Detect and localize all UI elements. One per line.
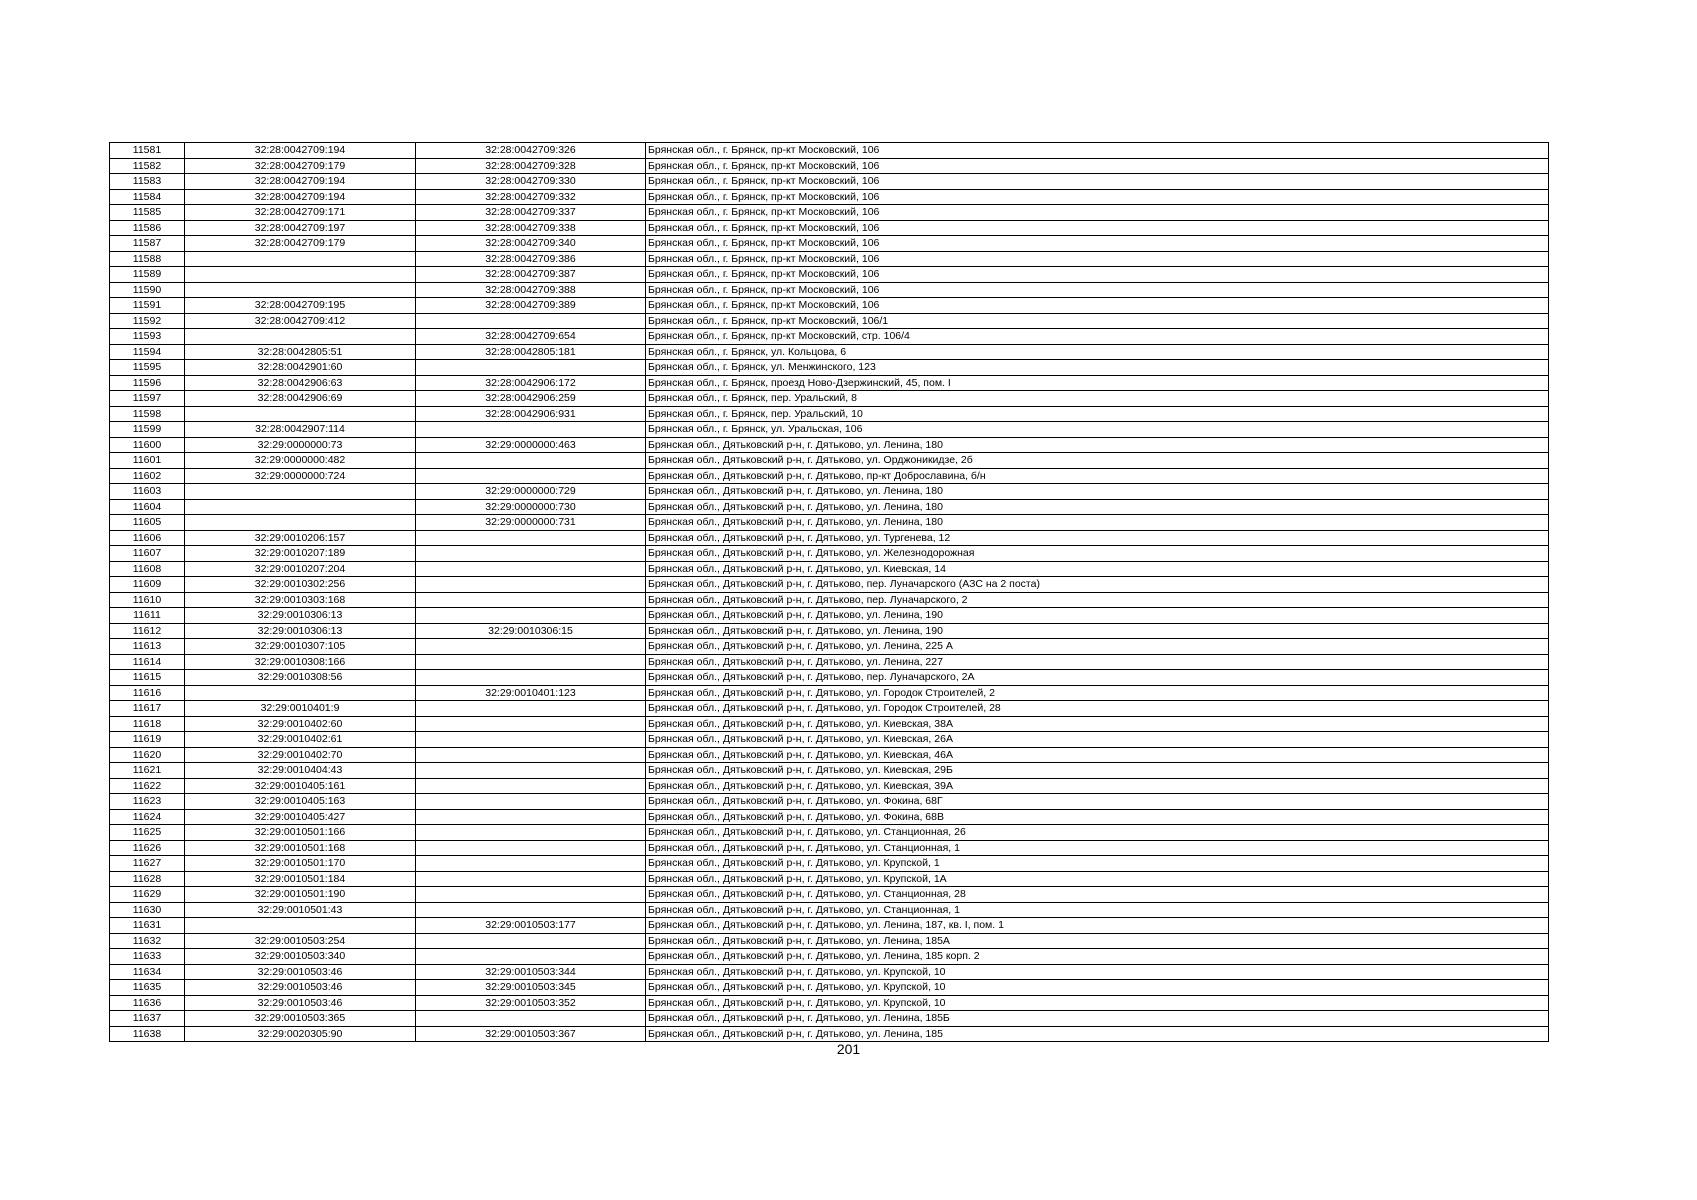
row-number-cell: 11627 [110, 856, 185, 872]
address-cell: Брянская обл., г. Брянск, пр-кт Московский, 106 [646, 236, 1549, 252]
cadastral-number-cell: 32:29:0010206:157 [185, 530, 416, 546]
building-cadastral-number-cell: 32:28:0042906:172 [416, 375, 646, 391]
row-number-cell: 11589 [110, 267, 185, 283]
address-cell: Брянская обл., г. Брянск, пр-кт Московский, 106 [646, 282, 1549, 298]
address-cell: Брянская обл., Дятьковский р-н, г. Дятьково, ул. Орджоникидзе, 2б [646, 453, 1549, 469]
row-number-cell: 11590 [110, 282, 185, 298]
table-row [110, 329, 1549, 345]
cadastral-number-cell: 32:28:0042709:194 [185, 174, 416, 190]
table-row [110, 778, 1549, 794]
address-cell: Брянская обл., Дятьковский р-н, г. Дятьково, ул. Ленина, 190 [646, 623, 1549, 639]
address-cell: Брянская обл., Дятьковский р-н, г. Дятьково, ул. Ленина, 227 [646, 654, 1549, 670]
building-cadastral-number-cell [416, 577, 646, 593]
row-number-cell: 11616 [110, 685, 185, 701]
row-number-cell: 11610 [110, 592, 185, 608]
cadastral-number-cell: 32:29:0010501:190 [185, 887, 416, 903]
row-number-cell: 11587 [110, 236, 185, 252]
table-row [110, 484, 1549, 500]
building-cadastral-number-cell: 32:29:0000000:730 [416, 499, 646, 515]
cadastral-number-cell: 32:28:0042709:171 [185, 205, 416, 221]
table-row [110, 220, 1549, 236]
address-cell: Брянская обл., Дятьковский р-н, г. Дятьково, ул. Фокина, 68В [646, 809, 1549, 825]
table-row [110, 747, 1549, 763]
building-cadastral-number-cell: 32:29:0000000:729 [416, 484, 646, 500]
cadastral-number-cell: 32:29:0010405:161 [185, 778, 416, 794]
table-row [110, 980, 1549, 996]
address-cell: Брянская обл., Дятьковский р-н, г. Дятьково, ул. Киевская, 39А [646, 778, 1549, 794]
table-row [110, 871, 1549, 887]
address-cell: Брянская обл., г. Брянск, ул. Менжинского, 123 [646, 360, 1549, 376]
building-cadastral-number-cell [416, 887, 646, 903]
building-cadastral-number-cell: 32:28:0042709:386 [416, 251, 646, 267]
cadastral-number-cell [185, 918, 416, 934]
address-cell: Брянская обл., Дятьковский р-н, г. Дятьково, ул. Станционная, 28 [646, 887, 1549, 903]
table-row [110, 499, 1549, 515]
address-cell: Брянская обл., Дятьковский р-н, г. Дятьково, ул. Крупской, 10 [646, 995, 1549, 1011]
cadastral-number-cell: 32:28:0042907:114 [185, 422, 416, 438]
address-cell: Брянская обл., Дятьковский р-н, г. Дятьково, ул. Станционная, 26 [646, 825, 1549, 841]
building-cadastral-number-cell: 32:28:0042709:337 [416, 205, 646, 221]
building-cadastral-number-cell: 32:29:0010401:123 [416, 685, 646, 701]
address-cell: Брянская обл., Дятьковский р-н, г. Дятьково, пер. Луначарского, 2А [646, 670, 1549, 686]
cadastral-number-cell [185, 515, 416, 531]
cadastral-number-cell: 32:28:0042709:194 [185, 143, 416, 159]
row-number-cell: 11602 [110, 468, 185, 484]
building-cadastral-number-cell: 32:29:0010503:345 [416, 980, 646, 996]
row-number-cell: 11626 [110, 840, 185, 856]
row-number-cell: 11591 [110, 298, 185, 314]
building-cadastral-number-cell: 32:29:0010503:344 [416, 964, 646, 980]
table-row [110, 205, 1549, 221]
table-row [110, 701, 1549, 717]
address-cell: Брянская обл., Дятьковский р-н, г. Дятьково, ул. Ленина, 185А [646, 933, 1549, 949]
address-cell: Брянская обл., г. Брянск, ул. Уральская, 106 [646, 422, 1549, 438]
building-cadastral-number-cell [416, 732, 646, 748]
table-row [110, 902, 1549, 918]
cadastral-number-cell: 32:29:0010501:170 [185, 856, 416, 872]
building-cadastral-number-cell: 32:28:0042805:181 [416, 344, 646, 360]
address-cell: Брянская обл., Дятьковский р-н, г. Дятьково, ул. Станционная, 1 [646, 840, 1549, 856]
cadastral-number-cell: 32:29:0010303:168 [185, 592, 416, 608]
row-number-cell: 11608 [110, 561, 185, 577]
building-cadastral-number-cell: 32:28:0042709:338 [416, 220, 646, 236]
row-number-cell: 11631 [110, 918, 185, 934]
row-number-cell: 11585 [110, 205, 185, 221]
table-row [110, 422, 1549, 438]
table-row [110, 251, 1549, 267]
building-cadastral-number-cell [416, 422, 646, 438]
row-number-cell: 11594 [110, 344, 185, 360]
address-cell: Брянская обл., Дятьковский р-н, г. Дятьково, ул. Ленина, 180 [646, 484, 1549, 500]
table-row [110, 809, 1549, 825]
table-row [110, 825, 1549, 841]
table-row [110, 267, 1549, 283]
cadastral-number-cell: 32:28:0042906:69 [185, 391, 416, 407]
address-cell: Брянская обл., Дятьковский р-н, г. Дятьково, ул. Городок Строителей, 2 [646, 685, 1549, 701]
cadastral-number-cell: 32:29:0010207:204 [185, 561, 416, 577]
building-cadastral-number-cell [416, 794, 646, 810]
table-row [110, 1011, 1549, 1027]
row-number-cell: 11634 [110, 964, 185, 980]
table-row [110, 592, 1549, 608]
table-row [110, 437, 1549, 453]
cadastral-number-cell: 32:29:0010402:60 [185, 716, 416, 732]
table-row [110, 189, 1549, 205]
table-row [110, 732, 1549, 748]
table-row [110, 282, 1549, 298]
building-cadastral-number-cell [416, 902, 646, 918]
building-cadastral-number-cell [416, 763, 646, 779]
cadastral-number-cell: 32:29:0010207:189 [185, 546, 416, 562]
cadastral-number-cell: 32:29:0010308:166 [185, 654, 416, 670]
row-number-cell: 11595 [110, 360, 185, 376]
building-cadastral-number-cell: 32:28:0042709:387 [416, 267, 646, 283]
address-cell: Брянская обл., Дятьковский р-н, г. Дятьково, ул. Киевская, 26А [646, 732, 1549, 748]
cadastral-number-cell: 32:29:0010501:168 [185, 840, 416, 856]
building-cadastral-number-cell [416, 608, 646, 624]
building-cadastral-number-cell [416, 949, 646, 965]
cadastral-number-cell [185, 484, 416, 500]
building-cadastral-number-cell [416, 840, 646, 856]
address-cell: Брянская обл., Дятьковский р-н, г. Дятьково, ул. Ленина, 180 [646, 437, 1549, 453]
row-number-cell: 11596 [110, 375, 185, 391]
building-cadastral-number-cell [416, 639, 646, 655]
building-cadastral-number-cell [416, 1011, 646, 1027]
cadastral-number-cell [185, 499, 416, 515]
building-cadastral-number-cell: 32:29:0010503:177 [416, 918, 646, 934]
table-row [110, 918, 1549, 934]
address-cell: Брянская обл., г. Брянск, пр-кт Московский, 106 [646, 189, 1549, 205]
building-cadastral-number-cell: 32:29:0010503:352 [416, 995, 646, 1011]
building-cadastral-number-cell [416, 825, 646, 841]
building-cadastral-number-cell: 32:29:0010503:367 [416, 1026, 646, 1042]
row-number-cell: 11636 [110, 995, 185, 1011]
table-row [110, 995, 1549, 1011]
row-number-cell: 11621 [110, 763, 185, 779]
row-number-cell: 11622 [110, 778, 185, 794]
cadastral-number-cell: 32:29:0000000:482 [185, 453, 416, 469]
cadastral-number-cell: 32:29:0010402:70 [185, 747, 416, 763]
building-cadastral-number-cell [416, 933, 646, 949]
table-row [110, 391, 1549, 407]
cadastral-number-cell: 32:28:0042805:51 [185, 344, 416, 360]
cadastral-number-cell: 32:29:0010503:365 [185, 1011, 416, 1027]
building-cadastral-number-cell [416, 701, 646, 717]
row-number-cell: 11592 [110, 313, 185, 329]
address-cell: Брянская обл., г. Брянск, пр-кт Московский, 106 [646, 143, 1549, 159]
address-cell: Брянская обл., Дятьковский р-н, г. Дятьково, ул. Киевская, 46А [646, 747, 1549, 763]
building-cadastral-number-cell [416, 468, 646, 484]
table-row [110, 887, 1549, 903]
building-cadastral-number-cell [416, 856, 646, 872]
row-number-cell: 11620 [110, 747, 185, 763]
cadastral-number-cell: 32:28:0042709:195 [185, 298, 416, 314]
address-cell: Брянская обл., Дятьковский р-н, г. Дятьково, ул. Киевская, 29Б [646, 763, 1549, 779]
address-cell: Брянская обл., г. Брянск, пр-кт Московский, 106 [646, 267, 1549, 283]
table-row [110, 840, 1549, 856]
table-row [110, 406, 1549, 422]
row-number-cell: 11637 [110, 1011, 185, 1027]
address-cell: Брянская обл., Дятьковский р-н, г. Дятьково, ул. Ленина, 180 [646, 499, 1549, 515]
row-number-cell: 11624 [110, 809, 185, 825]
row-number-cell: 11582 [110, 158, 185, 174]
address-cell: Брянская обл., Дятьковский р-н, г. Дятьково, ул. Крупской, 10 [646, 980, 1549, 996]
address-cell: Брянская обл., Дятьковский р-н, г. Дятьково, ул. Крупской, 1 [646, 856, 1549, 872]
cadastral-number-cell: 32:29:0020305:90 [185, 1026, 416, 1042]
cadastral-number-cell: 32:29:0010405:427 [185, 809, 416, 825]
cadastral-number-cell [185, 267, 416, 283]
address-cell: Брянская обл., г. Брянск, ул. Кольцова, 6 [646, 344, 1549, 360]
cadastral-number-cell: 32:29:0000000:73 [185, 437, 416, 453]
cadastral-number-cell: 32:28:0042906:63 [185, 375, 416, 391]
address-cell: Брянская обл., Дятьковский р-н, г. Дятьково, ул. Киевская, 14 [646, 561, 1549, 577]
table-row [110, 933, 1549, 949]
address-cell: Брянская обл., Дятьковский р-н, г. Дятьково, ул. Железнодорожная [646, 546, 1549, 562]
address-cell: Брянская обл., Дятьковский р-н, г. Дятьково, ул. Фокина, 68Г [646, 794, 1549, 810]
address-cell: Брянская обл., Дятьковский р-н, г. Дятьково, ул. Ленина, 185Б [646, 1011, 1549, 1027]
cadastral-number-cell: 32:28:0042709:179 [185, 236, 416, 252]
cadastral-number-cell: 32:28:0042901:60 [185, 360, 416, 376]
row-number-cell: 11599 [110, 422, 185, 438]
table-row [110, 949, 1549, 965]
cadastral-number-cell: 32:29:0010402:61 [185, 732, 416, 748]
building-cadastral-number-cell: 32:28:0042709:388 [416, 282, 646, 298]
table-row [110, 298, 1549, 314]
address-cell: Брянская обл., г. Брянск, пр-кт Московский, 106/1 [646, 313, 1549, 329]
address-cell: Брянская обл., Дятьковский р-н, г. Дятьково, пер. Луначарского (АЗС на 2 поста) [646, 577, 1549, 593]
building-cadastral-number-cell [416, 778, 646, 794]
row-number-cell: 11588 [110, 251, 185, 267]
building-cadastral-number-cell: 32:29:0000000:731 [416, 515, 646, 531]
cadastral-number-cell: 32:29:0010501:184 [185, 871, 416, 887]
cadastral-number-cell [185, 685, 416, 701]
address-cell: Брянская обл., Дятьковский р-н, г. Дятьково, ул. Станционная, 1 [646, 902, 1549, 918]
address-cell: Брянская обл., Дятьковский р-н, г. Дятьково, ул. Ленина, 187, кв. I, пом. 1 [646, 918, 1549, 934]
building-cadastral-number-cell: 32:28:0042709:340 [416, 236, 646, 252]
cadastral-number-cell [185, 251, 416, 267]
table-row [110, 716, 1549, 732]
row-number-cell: 11584 [110, 189, 185, 205]
row-number-cell: 11619 [110, 732, 185, 748]
table-row [110, 794, 1549, 810]
address-cell: Брянская обл., Дятьковский р-н, г. Дятьково, ул. Ленина, 185 корп. 2 [646, 949, 1549, 965]
row-number-cell: 11628 [110, 871, 185, 887]
row-number-cell: 11601 [110, 453, 185, 469]
cadastral-number-cell: 32:29:0010503:46 [185, 964, 416, 980]
table-row [110, 561, 1549, 577]
row-number-cell: 11581 [110, 143, 185, 159]
row-number-cell: 11593 [110, 329, 185, 345]
building-cadastral-number-cell: 32:29:0010306:15 [416, 623, 646, 639]
building-cadastral-number-cell: 32:28:0042709:328 [416, 158, 646, 174]
table-row [110, 453, 1549, 469]
table-row [110, 654, 1549, 670]
table-row [110, 236, 1549, 252]
row-number-cell: 11600 [110, 437, 185, 453]
row-number-cell: 11630 [110, 902, 185, 918]
row-number-cell: 11629 [110, 887, 185, 903]
table-row [110, 763, 1549, 779]
cadastral-number-cell: 32:29:0010405:163 [185, 794, 416, 810]
address-cell: Брянская обл., г. Брянск, пр-кт Московский, 106 [646, 251, 1549, 267]
table-row [110, 623, 1549, 639]
row-number-cell: 11607 [110, 546, 185, 562]
building-cadastral-number-cell [416, 747, 646, 763]
cadastral-number-cell: 32:29:0010306:13 [185, 623, 416, 639]
row-number-cell: 11603 [110, 484, 185, 500]
cadastral-number-cell: 32:29:0010501:43 [185, 902, 416, 918]
building-cadastral-number-cell [416, 716, 646, 732]
address-cell: Брянская обл., Дятьковский р-н, г. Дятьково, ул. Ленина, 185 [646, 1026, 1549, 1042]
cadastral-number-cell: 32:29:0010503:340 [185, 949, 416, 965]
row-number-cell: 11613 [110, 639, 185, 655]
row-number-cell: 11611 [110, 608, 185, 624]
table-row [110, 468, 1549, 484]
building-cadastral-number-cell: 32:28:0042709:389 [416, 298, 646, 314]
building-cadastral-number-cell [416, 592, 646, 608]
table-row [110, 515, 1549, 531]
table-row [110, 546, 1549, 562]
table-row [110, 685, 1549, 701]
table-row [110, 360, 1549, 376]
address-cell: Брянская обл., Дятьковский р-н, г. Дятьково, ул. Ленина, 225 А [646, 639, 1549, 655]
building-cadastral-number-cell: 32:28:0042906:259 [416, 391, 646, 407]
address-cell: Брянская обл., г. Брянск, проезд Ново-Дзержинский, 45, пом. I [646, 375, 1549, 391]
row-number-cell: 11625 [110, 825, 185, 841]
row-number-cell: 11598 [110, 406, 185, 422]
building-cadastral-number-cell: 32:28:0042709:654 [416, 329, 646, 345]
building-cadastral-number-cell [416, 561, 646, 577]
row-number-cell: 11609 [110, 577, 185, 593]
row-number-cell: 11604 [110, 499, 185, 515]
building-cadastral-number-cell [416, 654, 646, 670]
building-cadastral-number-cell [416, 871, 646, 887]
building-cadastral-number-cell [416, 313, 646, 329]
page-number: 201 [836, 1041, 861, 1057]
cadastral-number-cell [185, 406, 416, 422]
register-table-body [110, 143, 1549, 1042]
cadastral-number-cell: 32:29:0010503:254 [185, 933, 416, 949]
address-cell: Брянская обл., Дятьковский р-н, г. Дятьково, ул. Крупской, 1А [646, 871, 1549, 887]
row-number-cell: 11633 [110, 949, 185, 965]
cadastral-number-cell: 32:29:0010302:256 [185, 577, 416, 593]
building-cadastral-number-cell [416, 530, 646, 546]
table-row [110, 608, 1549, 624]
table-row [110, 174, 1549, 190]
table-row [110, 670, 1549, 686]
cadastral-number-cell: 32:29:0010503:46 [185, 995, 416, 1011]
table-row [110, 158, 1549, 174]
building-cadastral-number-cell [416, 670, 646, 686]
cadastral-number-cell [185, 282, 416, 298]
cadastral-number-cell: 32:28:0042709:194 [185, 189, 416, 205]
row-number-cell: 11586 [110, 220, 185, 236]
table-row [110, 375, 1549, 391]
address-cell: Брянская обл., Дятьковский р-н, г. Дятьково, ул. Тургенева, 12 [646, 530, 1549, 546]
address-cell: Брянская обл., г. Брянск, пр-кт Московский, 106 [646, 298, 1549, 314]
table-row [110, 577, 1549, 593]
address-cell: Брянская обл., Дятьковский р-н, г. Дятьково, ул. Ленина, 190 [646, 608, 1549, 624]
cadastral-number-cell: 32:29:0010501:166 [185, 825, 416, 841]
building-cadastral-number-cell: 32:28:0042709:332 [416, 189, 646, 205]
building-cadastral-number-cell: 32:28:0042709:330 [416, 174, 646, 190]
table-row [110, 530, 1549, 546]
cadastral-number-cell: 32:29:0010306:13 [185, 608, 416, 624]
table-row [110, 313, 1549, 329]
building-cadastral-number-cell: 32:28:0042709:326 [416, 143, 646, 159]
cadastral-number-cell: 32:29:0010308:56 [185, 670, 416, 686]
row-number-cell: 11632 [110, 933, 185, 949]
row-number-cell: 11606 [110, 530, 185, 546]
row-number-cell: 11635 [110, 980, 185, 996]
address-cell: Брянская обл., г. Брянск, пр-кт Московский, стр. 106/4 [646, 329, 1549, 345]
address-cell: Брянская обл., Дятьковский р-н, г. Дятьково, пер. Луначарского, 2 [646, 592, 1549, 608]
address-cell: Брянская обл., Дятьковский р-н, г. Дятьково, ул. Ленина, 180 [646, 515, 1549, 531]
row-number-cell: 11623 [110, 794, 185, 810]
building-cadastral-number-cell: 32:28:0042906:931 [416, 406, 646, 422]
row-number-cell: 11615 [110, 670, 185, 686]
cadastral-number-cell: 32:29:0010503:46 [185, 980, 416, 996]
building-cadastral-number-cell [416, 360, 646, 376]
cadastral-number-cell: 32:29:0010401:9 [185, 701, 416, 717]
cadastral-number-cell: 32:29:0010307:105 [185, 639, 416, 655]
row-number-cell: 11617 [110, 701, 185, 717]
cadastral-number-cell: 32:29:0000000:724 [185, 468, 416, 484]
row-number-cell: 11612 [110, 623, 185, 639]
cadastral-number-cell [185, 329, 416, 345]
address-cell: Брянская обл., Дятьковский р-н, г. Дятьково, пр-кт Доброславина, б/н [646, 468, 1549, 484]
row-number-cell: 11618 [110, 716, 185, 732]
address-cell: Брянская обл., г. Брянск, пр-кт Московский, 106 [646, 174, 1549, 190]
row-number-cell: 11638 [110, 1026, 185, 1042]
address-cell: Брянская обл., г. Брянск, пр-кт Московский, 106 [646, 158, 1549, 174]
address-cell: Брянская обл., г. Брянск, пр-кт Московский, 106 [646, 220, 1549, 236]
address-cell: Брянская обл., Дятьковский р-н, г. Дятьково, ул. Киевская, 38А [646, 716, 1549, 732]
address-cell: Брянская обл., Дятьковский р-н, г. Дятьково, ул. Крупской, 10 [646, 964, 1549, 980]
row-number-cell: 11597 [110, 391, 185, 407]
building-cadastral-number-cell [416, 546, 646, 562]
table-row [110, 964, 1549, 980]
building-cadastral-number-cell [416, 453, 646, 469]
row-number-cell: 11583 [110, 174, 185, 190]
address-cell: Брянская обл., Дятьковский р-н, г. Дятьково, ул. Городок Строителей, 28 [646, 701, 1549, 717]
register-table [109, 142, 1549, 1042]
cadastral-number-cell: 32:28:0042709:179 [185, 158, 416, 174]
row-number-cell: 11614 [110, 654, 185, 670]
table-row [110, 143, 1549, 159]
cadastral-number-cell: 32:28:0042709:197 [185, 220, 416, 236]
building-cadastral-number-cell: 32:29:0000000:463 [416, 437, 646, 453]
table-row [110, 856, 1549, 872]
address-cell: Брянская обл., г. Брянск, пер. Уральский, 8 [646, 391, 1549, 407]
address-cell: Брянская обл., г. Брянск, пер. Уральский, 10 [646, 406, 1549, 422]
building-cadastral-number-cell [416, 809, 646, 825]
cadastral-number-cell: 32:29:0010404:43 [185, 763, 416, 779]
cadastral-number-cell: 32:28:0042709:412 [185, 313, 416, 329]
address-cell: Брянская обл., г. Брянск, пр-кт Московский, 106 [646, 205, 1549, 221]
row-number-cell: 11605 [110, 515, 185, 531]
table-row [110, 639, 1549, 655]
table-row [110, 344, 1549, 360]
